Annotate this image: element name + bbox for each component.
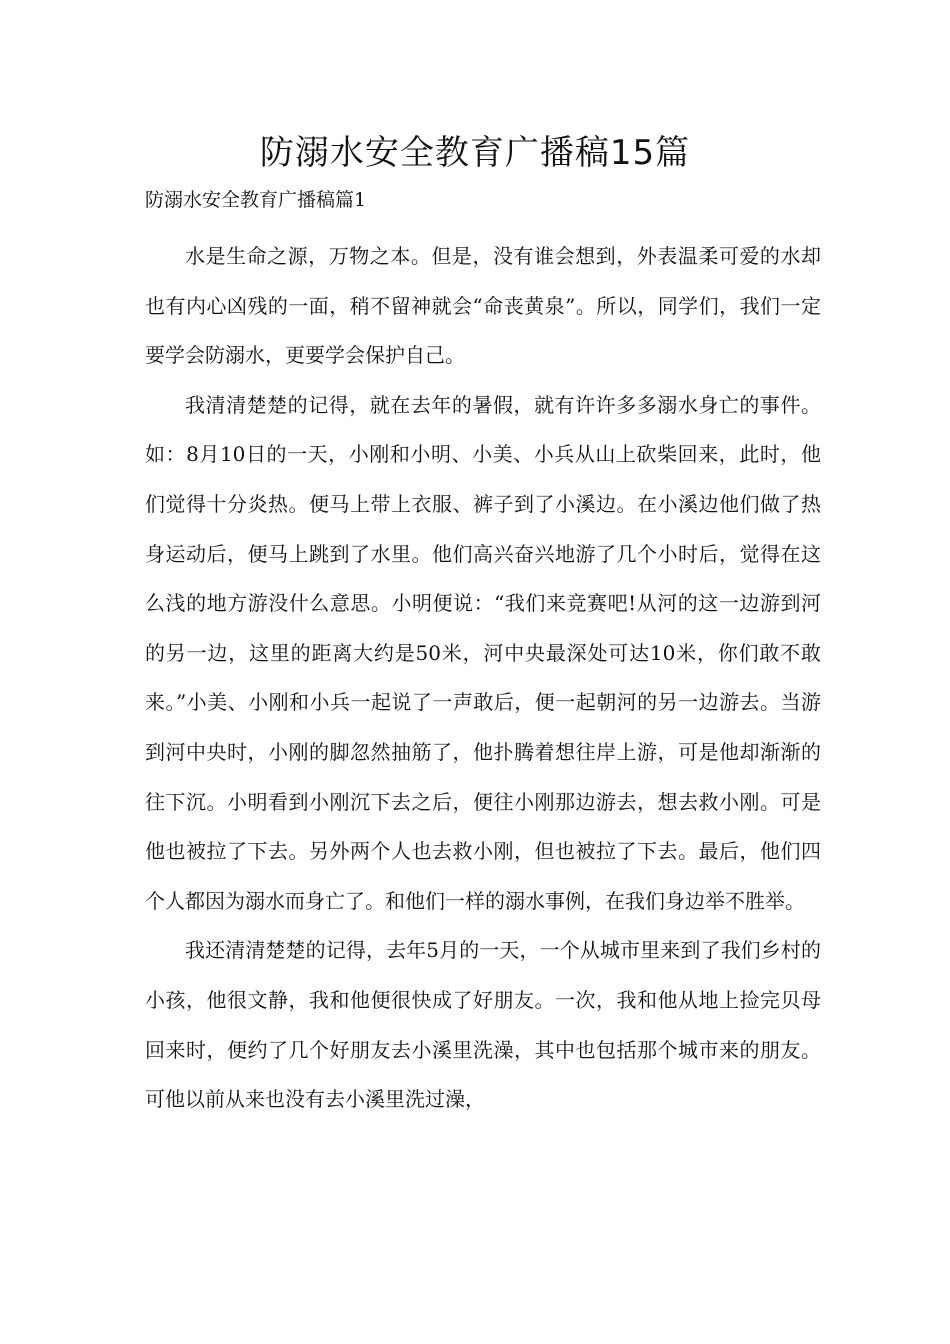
paragraph: 水是生命之源，万物之本。但是，没有谁会想到，外表温柔可爱的水却也有内心凶残的一面，稍不留神就会“命丧黄泉”。所以，同学们，我们一定要学会防溺水，更要学会保护自己。 xyxy=(145,244,821,368)
paragraph: 我清清楚楚的记得，就在去年的暑假，就有许许多多溺水身亡的事件。如：8月10日的一天，小刚和小明、小美、小兵从山上砍柴回来，此时，他们觉得十分炎热。便马上带上衣服、裤子到了小溪边。在小溪边他们做了热身运动后，便马上跳到了水里。他们高兴奋兴地游了几个小时后，觉得在这么浅的地方游没什么意思。小明便说：“我们来竞赛吧!从河的这一边游到河的另一边，这里的距离大约是50米，河中央最深处可达10米，你们敢不敢来。”小美、小刚和小兵一起说了一声敢后，便一起朝河的另一边游去。当游到河中央时，小刚的脚忽然抽筋了，他扑腾着想往岸上游，可是他却渐渐的往下沉。小明看到小刚沉下去之后，便往小刚那边游去，想去救小刚。可是他也被拉了下去。另外两个人也去救小刚，但也被拉了下去。最后，他们四个人都因为溺水而身亡了。和他们一样的溺水事例，在我们身边举不胜举。 xyxy=(145,392,821,913)
document-title: 防溺水安全教育广播稿15篇 xyxy=(259,133,691,173)
paragraph: 我还清清楚楚的记得，去年5月的一天，一个从城市里来到了我们乡村的小孩，他很文静，我和他便很快成了好朋友。一次，我和他从地上捡完贝母回来时，便约了几个好朋友去小溪里洗澡，其中也包括那个城市来的朋友。可他以前从来也没有去小溪里洗过澡， xyxy=(145,938,821,1112)
document-subtitle: 防溺水安全教育广播稿篇1 xyxy=(145,189,367,211)
document-body xyxy=(145,232,821,1125)
